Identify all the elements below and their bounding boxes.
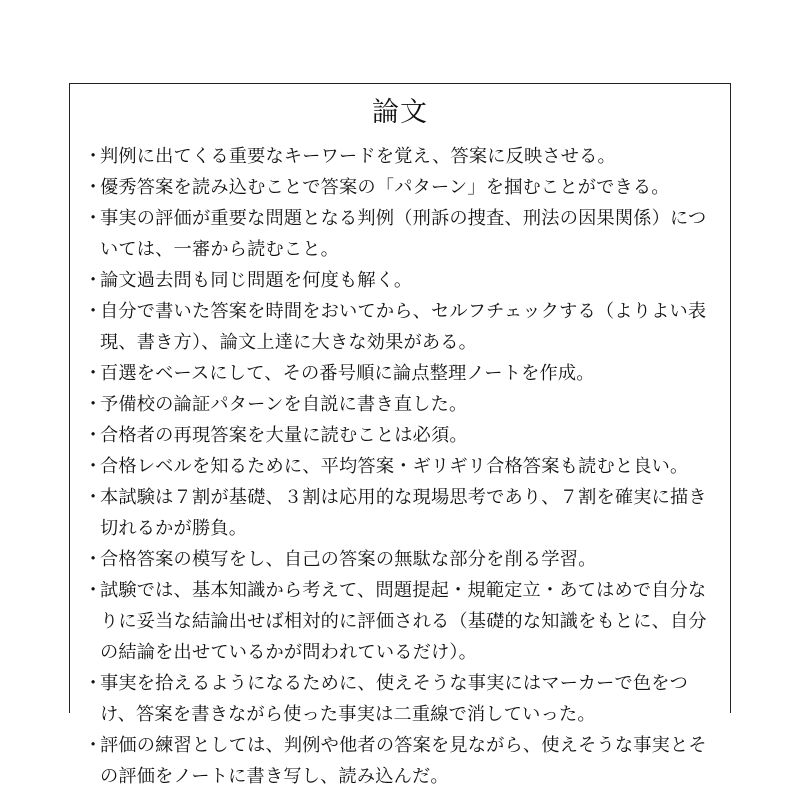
list-item [84,544,722,575]
list-item-text: 試験では、基本知識から考えて、問題提起・規範定立・あてはめで自分なりに妥当な結論出せば相対的に評価される（基礎的な知識をもとに、自分の結論を出せているかが問われているだけ）。 [100,580,707,663]
list-item [84,668,722,730]
list-item-text: 予備校の論証パターンを自説に書き直した。 [100,394,468,415]
bullet-icon: ・ [84,673,103,694]
list-item [84,451,722,482]
list-item-text: 評価の練習としては、判例や他者の答案を見ながら、使えそうな事実とその評価をノートに書き写し、読み込んだ。 [100,735,707,787]
bullet-icon: ・ [84,270,103,291]
document-box [69,83,731,787]
list-item [84,575,722,668]
bullet-icon: ・ [84,425,103,446]
list-item [84,141,722,172]
list-item [84,265,722,296]
list-item [84,482,722,544]
bullet-list [84,141,722,792]
bullet-icon: ・ [84,735,103,756]
bullet-icon: ・ [84,394,103,415]
list-item [84,730,722,792]
list-item-text: 事実を拾えるようになるために、使えそうな事実にはマーカーで色をつけ、答案を書きながら使った事実は二重線で消していった。 [100,673,689,725]
list-item-text: 本試験は７割が基礎、３割は応用的な現場思考であり、７割を確実に描き切れるかが勝負。 [100,487,707,539]
list-item-text: 優秀答案を読み込むことで答案の「パターン」を掴むことができる。 [100,177,670,198]
list-item-text: 合格レベルを知るために、平均答案・ギリギリ合格答案も読むと良い。 [100,456,689,477]
bullet-icon: ・ [84,177,103,198]
bullet-icon: ・ [84,363,103,384]
list-item-text: 事実の評価が重要な問題となる判例（刑訴の捜査、刑法の因果関係）については、一審から読むこと。 [100,208,707,260]
bullet-icon: ・ [84,208,103,229]
list-item [84,172,722,203]
list-item-text: 論文過去問も同じ問題を何度も解く。 [100,270,413,291]
bullet-icon: ・ [84,456,103,477]
bullet-icon: ・ [84,301,103,322]
list-item-text: 合格答案の模写をし、自己の答案の無駄な部分を削る学習。 [100,549,597,570]
list-item-text: 百選をベースにして、その番号順に論点整理ノートを作成。 [100,363,595,384]
list-item [84,296,722,358]
bullet-icon: ・ [84,549,103,570]
list-item [84,389,722,420]
list-item-text: 自分で書いた答案を時間をおいてから、セルフチェックする（よりよい表現、書き方）、論文上達に大きな効果がある。 [100,301,707,353]
list-item [84,420,722,451]
list-item-text: 合格者の再現答案を大量に読むことは必須。 [100,425,468,446]
list-item [84,203,722,265]
list-item-text: 判例に出てくる重要なキーワードを覚え、答案に反映させる。 [100,146,616,167]
bullet-icon: ・ [84,580,103,601]
document-title: 論文 [372,97,428,128]
bullet-icon: ・ [84,146,103,167]
list-item [84,358,722,389]
bullet-icon: ・ [84,487,103,508]
